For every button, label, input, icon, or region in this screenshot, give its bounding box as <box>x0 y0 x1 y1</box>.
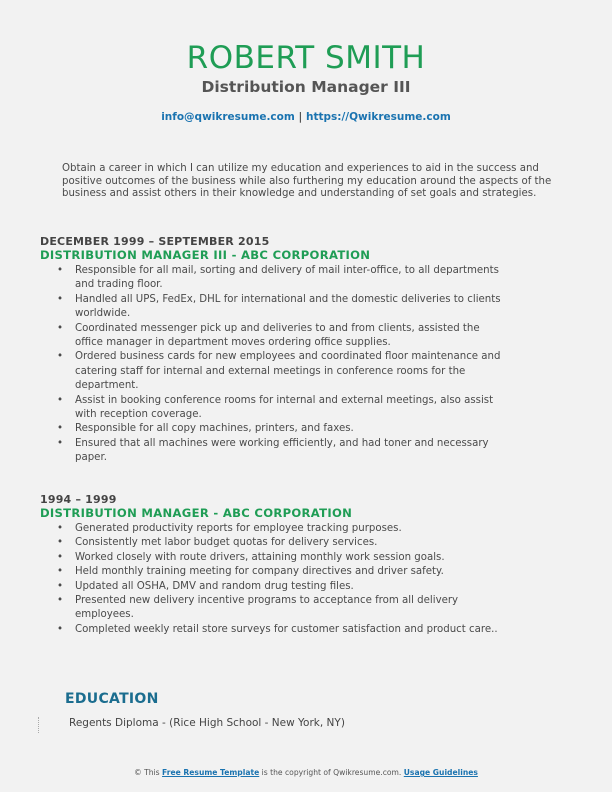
experience-dates: 1994 – 1999 <box>40 493 117 506</box>
education-heading: EDUCATION <box>65 691 159 707</box>
experience-job-title: DISTRIBUTION MANAGER III - ABC CORPORATION <box>40 248 371 262</box>
bullet-item: • Completed weekly retail store surveys for customer satisfaction and product care.. <box>75 623 507 637</box>
education-entry: Regents Diploma - (Rice High School - New York, NY) <box>69 717 345 729</box>
footer <box>0 768 612 777</box>
experience-bullets <box>40 264 570 466</box>
bullet-item: • Ordered business cards for new employees and coordinated floor maintenance and catering staff for internal and external meetings in conference rooms for the department. <box>75 350 507 393</box>
bullet-item: • Coordinated messenger pick up and deliveries to and from clients, assisted the office manager in department moves ordering office supplies. <box>75 322 507 351</box>
summary-text: Obtain a career in which I can utilize my education and experiences to aid in the success and positive outcomes of the business while also furthering my education around the aspects of the business and assist others in their knowledge and understanding of set goals and strategies. <box>62 163 552 200</box>
bullet-item: • Presented new delivery incentive programs to acceptance from all delivery employees. <box>75 594 507 623</box>
contact-line <box>0 111 612 123</box>
footer-prefix: © This <box>134 768 160 777</box>
candidate-name: ROBERT SMITH <box>186 40 426 76</box>
contact-separator: | <box>298 111 303 123</box>
experience-dates: DECEMBER 1999 – SEPTEMBER 2015 <box>40 235 270 248</box>
bullet-item: • Consistently met labor budget quotas for delivery services. <box>75 536 507 550</box>
bullet-item: • Assist in booking conference rooms for internal and external meetings, also assist with reception coverage. <box>75 394 507 423</box>
experience-bullets <box>40 522 570 637</box>
bullet-item: • Ensured that all machines were working efficiently, and had toner and necessary paper. <box>75 437 507 466</box>
bullet-item: • Responsible for all copy machines, printers, and faxes. <box>75 422 507 436</box>
bullet-item: • Generated productivity reports for employee tracking purposes. <box>75 522 507 536</box>
bullet-item: • Held monthly training meeting for company directives and driver safety. <box>75 565 507 579</box>
website-link[interactable]: https://Qwikresume.com <box>305 111 451 123</box>
free-resume-template-link[interactable]: Free Resume Template <box>162 768 260 777</box>
bullet-item: • Updated all OSHA, DMV and random drug testing files. <box>75 580 507 594</box>
bullet-item: • Worked closely with route drivers, attaining monthly work session goals. <box>75 551 507 565</box>
usage-guidelines-link[interactable]: Usage Guidelines <box>403 768 478 777</box>
email-link[interactable]: info@qwikresume.com <box>161 111 295 123</box>
experience-block-1 <box>40 235 570 466</box>
experience-job-title: DISTRIBUTION MANAGER - ABC CORPORATION <box>40 506 353 520</box>
bullet-item: • Handled all UPS, FedEx, DHL for international and the domestic deliveries to clients worldwide. <box>75 293 507 322</box>
education-divider <box>38 717 42 733</box>
job-title: Distribution Manager III <box>201 78 411 96</box>
experience-block-2 <box>40 493 570 637</box>
bullet-item: • Responsible for all mail, sorting and delivery of mail inter-office, to all departments and trading floor. <box>75 264 507 293</box>
footer-copyright-text: is the copyright of Qwikresume.com. <box>261 768 402 777</box>
